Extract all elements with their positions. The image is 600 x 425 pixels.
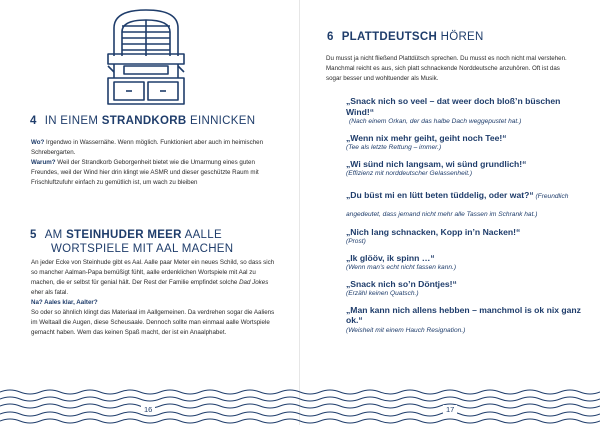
quote-list xyxy=(346,96,586,341)
section-6-intro: Du musst ja nicht fließend Plattdütsch sprechen. Du musst es noch nicht mal verstehen. Manchmal reicht es aus, sich platt schnackende Norddeutsche anzuhören. Oft ist das sogar besser und wohltuender als Musik. xyxy=(326,55,567,82)
beach-chair-icon xyxy=(100,6,192,110)
question-label: Na? Aales klar, Aalter? xyxy=(31,299,98,306)
section-4-heading xyxy=(30,115,255,127)
section-5-body xyxy=(31,258,275,338)
heading-emphasis: STEINHUDER MEER xyxy=(66,229,182,241)
wo-text: Irgendwo in Wassernähe. Wenn möglich. Funktioniert aber auch im heimischen Schrebergarten. xyxy=(31,139,264,156)
section-number: 6 xyxy=(327,31,334,43)
right-page xyxy=(300,0,600,425)
italic-term: Dad Jokes xyxy=(239,279,269,286)
quote-item xyxy=(346,253,586,273)
quote-platt: „Man kann nich allens hebben – manchmol is ok nix ganz ok.“ xyxy=(346,304,581,325)
quote-item xyxy=(346,227,586,247)
page-number-left: 16 xyxy=(141,405,155,414)
wo-label: Wo? xyxy=(31,139,45,146)
quote-item xyxy=(346,279,586,299)
section-4-body xyxy=(31,138,275,188)
paragraph: eher als fatal. xyxy=(31,289,69,296)
section-5-heading xyxy=(30,228,233,256)
quote-platt: „Nich lang schnacken, Kopp in’n Nacken!“ xyxy=(346,226,521,237)
heading-text: AM xyxy=(44,229,67,241)
section-6-heading xyxy=(327,31,484,43)
quote-platt: „Ik glööv, ik spinn …“ xyxy=(346,252,435,263)
heading-emphasis: PLATTDEUTSCH xyxy=(341,31,438,43)
quote-combined xyxy=(346,185,586,221)
quote-item xyxy=(346,185,586,221)
heading-text: EINNICKEN xyxy=(186,115,256,127)
quote-item xyxy=(346,305,586,336)
quote-translation: (Freundlich angedeutet, dass jemand nicht mehr alle Tassen im Schrank hat.) xyxy=(346,192,569,218)
paragraph: So oder so ähnlich klingt das Materiaal im Aallgemeinen. Da verdrehen sogar die Aaliens im Weltaall die Augen, diese Scheusaale. Dennoch sollte man einmaal aalle Wortspiele gemacht haben. Wem das keinen Spaß macht, der ist ein Anaalphabet. xyxy=(31,309,275,336)
heading-emphasis: STRANDKORB xyxy=(101,115,187,127)
section-number: 5 xyxy=(30,229,37,241)
heading-line-2: WORTSPIELE MIT AAL MACHEN xyxy=(51,243,234,255)
quote-platt: „Wi sünd nich langsam, wi sünd grundlich!“ xyxy=(346,158,527,169)
warum-label: Warum? xyxy=(31,159,56,166)
quote-translation: (Nach einem Orkan, der das halbe Dach weggepustet hat.) xyxy=(349,118,522,125)
warum-text: Weil der Strandkorb Geborgenheit bietet wie die Umarmung eines guten Freundes, weil der Wind hier drin klingt wie ASMR und dieser geschützte Raum mit Frischluftzufuhr einfach zu gemütlich ist, um wach zu bleiben xyxy=(31,159,259,186)
quote-item xyxy=(346,159,586,179)
quote-translation: (Tee als letzte Rettung – immer.) xyxy=(346,144,442,151)
quote-item xyxy=(346,96,586,127)
heading-text: HÖREN xyxy=(437,31,484,43)
quote-translation: (Erzähl keinen Quatsch.) xyxy=(346,290,419,297)
quote-translation: (Weisheit mit einem Hauch Resignation.) xyxy=(346,326,466,334)
heading-text: IN EINEM xyxy=(44,115,102,127)
section-number: 4 xyxy=(30,115,37,127)
heading-text: AALLE xyxy=(181,229,222,241)
quote-translation: (Wenn man’s echt nicht fassen kann.) xyxy=(346,264,457,271)
quote-translation: (Effizienz mit norddeutscher Gelassenheit.) xyxy=(346,170,473,177)
quote-platt: „Snack nich so veel – dat weer doch bloß’n büschen Wind!“ xyxy=(346,96,561,117)
paragraph: An jeder Ecke von Steinhude gibt es Aal. Aalle paar Meter ein neues Schild, so dass sich so mancher Aalman-Papa bemüßigt fühlt, aalle erdenklichen Wortspiele mit Aal zu machen, die er selbst für genial hält. Der Rest der Familie empfindet solche xyxy=(31,259,275,286)
page-number-right: 17 xyxy=(443,405,457,414)
quote-platt: „Snack nich so’n Döntjes!“ xyxy=(346,278,457,289)
waves-icon xyxy=(0,386,600,425)
quote-item xyxy=(346,133,586,153)
quote-translation: (Prost) xyxy=(346,238,366,245)
quote-platt: „Wenn nix mehr geiht, geiht noch Tee!“ xyxy=(346,132,507,143)
quote-platt: „Du büst mi en lütt beten tüddelig, oder wat?“ xyxy=(346,189,534,200)
